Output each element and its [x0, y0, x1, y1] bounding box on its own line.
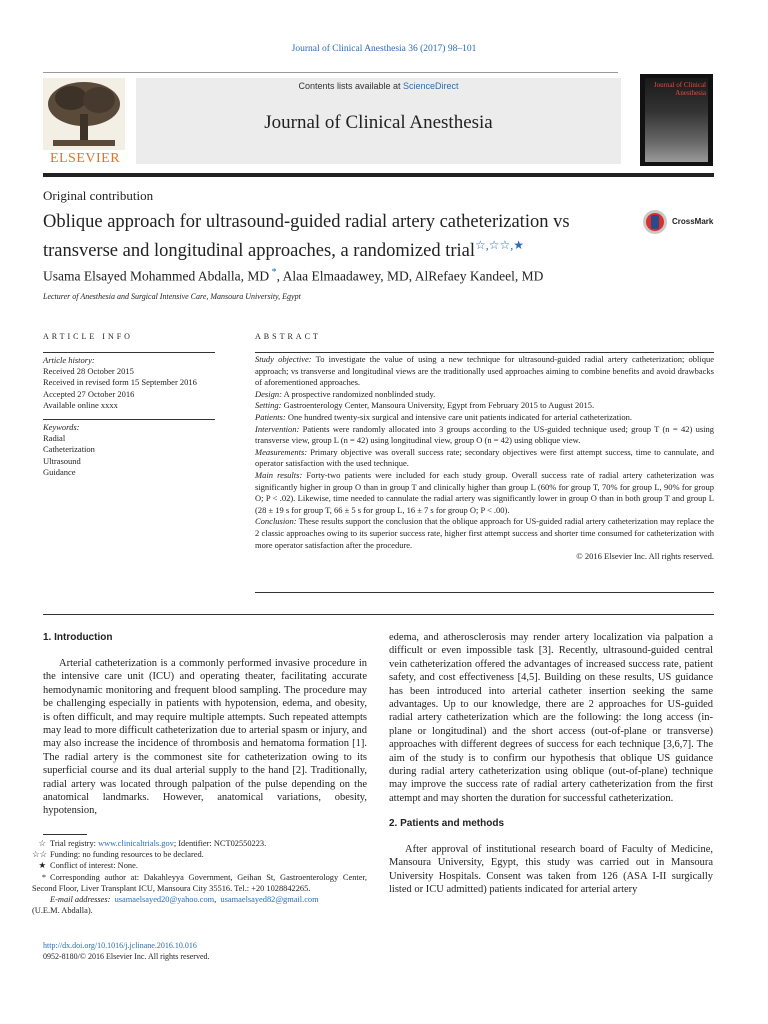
abstract-label: Patients:: [255, 411, 286, 422]
abstract-label: Measurements:: [255, 446, 308, 457]
footnote-funding: [32, 849, 367, 860]
abstract-text: Gastroenterology Center, Mansoura University, Egypt from February 2015 to August 2015.: [281, 400, 595, 411]
header-rule-thick: [43, 173, 714, 177]
body-paragraph: Arterial catheterization is a commonly performed invasive procedure in the intensive care unit (ICU) and operating theater, facilitating accurate hemodynamic monitoring and frequent blood sampling. The procedure may be challenging especially in patients with hypotension, edema, and obesity, is often difficult, and may require multiple attempts. Such repeated attempts may lead to more difficult catheterization due to arterial spasm or injury, and may also increase the incidence of thrombosis and hematoma formation [1]. The radial artery is the commonest site for catheterization owing to its superficial course and its dual arterial supply to the hand [2]. Traditionally, radial artery was located through palpation of the pulse depending on the anatomical landmarks. However, anatomical variations, obesity, hypotension,: [43, 658, 367, 817]
corresponding-author-symbol: *: [271, 267, 277, 278]
abstract-patients: [255, 412, 714, 424]
journal-reference[interactable]: Journal of Clinical Anesthesia 36 (2017) 98–101: [291, 44, 477, 54]
history-revised: Received in revised form 15 September 2016: [43, 377, 197, 388]
abstract-intervention: [255, 424, 714, 447]
footnote-mark: ☆☆: [32, 850, 48, 860]
article-title-text: Oblique approach for ultrasound-guided radial artery catheterization vs transverse and longitudinal approaches, a randomized trial: [43, 212, 570, 262]
email-link-2[interactable]: usamaelsayed82@gmail.com: [220, 895, 319, 905]
footnote-email-owner: (U.E.M. Abdalla).: [32, 906, 93, 916]
footnote-emails: E-mail addresses: usamaelsayed20@yahoo.com, usamaelsayed82@gmail.com: [50, 895, 319, 905]
contents-line: [136, 81, 621, 91]
footnote-rule: [43, 834, 87, 835]
author-list: [43, 267, 543, 285]
keyword-item: Catheterization: [43, 444, 95, 455]
crossmark-badge[interactable]: [642, 209, 717, 235]
cover-title: Journal of Clinical Anesthesia: [653, 81, 706, 97]
masthead: [43, 72, 714, 167]
article-type: Original contribution: [43, 188, 154, 203]
body-paragraph: After approval of institutional research board of Faculty of Medicine, Mansoura University, Egypt, this study was carried out in Mansoura University Hospitals. Consent was taken from 126 (ASA I-II surgically listed or ICU admitted) patients indicated for arterial artery: [389, 843, 713, 895]
journal-cover-image: [640, 74, 713, 166]
article-info-heading: ARTICLE INFO: [43, 332, 133, 341]
footnote-text: Trial registry:: [50, 839, 99, 848]
keywords-label: Keywords:: [43, 422, 80, 432]
footnote-conflict: [32, 860, 367, 871]
corresponding-author-mark[interactable]: [269, 267, 277, 278]
publisher-name: ELSEVIER: [49, 151, 121, 166]
history-online: Available online xxxx: [43, 399, 118, 410]
clinicaltrials-link[interactable]: www.clinicaltrials.gov: [98, 839, 174, 848]
keyword-item: Guidance: [43, 466, 76, 477]
footnote-text: Funding: no funding resources to be declared.: [50, 850, 204, 860]
body-right-column: [389, 631, 713, 896]
abstract-rule-top: [255, 352, 714, 353]
article-info-rule-mid: [43, 419, 215, 420]
abstract-label: Study objective:: [255, 354, 312, 364]
abstract-objective: [255, 354, 714, 389]
crossmark-label: CrossMark: [672, 217, 714, 226]
page-footer: [43, 940, 210, 962]
abstract-conclusion: [255, 516, 714, 551]
abstract-label: Setting:: [255, 400, 282, 411]
footnote-mark: ★: [38, 861, 46, 871]
footnote-mark: *: [41, 872, 46, 882]
doi-link[interactable]: http://dx.doi.org/10.1016/j.jclinane.2016.10.016: [43, 941, 197, 950]
contents-prefix: Contents lists available at: [298, 81, 404, 91]
article-info-rule-top: [43, 352, 215, 353]
abstract-setting: [255, 400, 714, 412]
abstract-design: [255, 389, 714, 401]
abstract-measurements: [255, 447, 714, 470]
section-heading-introduction: 1. Introduction: [43, 632, 113, 643]
footnote-text: Conflict of interest: None.: [50, 861, 138, 871]
issn-line: 0952-8180/© 2016 Elsevier Inc. All rights reserved.: [43, 952, 210, 961]
abstract-label: Intervention:: [255, 423, 300, 434]
affiliation: Lecturer of Anesthesia and Surgical Intensive Care, Mansoura University, Egypt: [43, 292, 301, 301]
section-heading-patients-methods: 2. Patients and methods: [389, 818, 505, 830]
crossmark-icon: [642, 209, 668, 235]
journal-title: Journal of Clinical Anesthesia: [264, 112, 493, 133]
abstract-copyright: © 2016 Elsevier Inc. All rights reserved.: [576, 551, 714, 562]
abstract-text: One hundred twenty-six surgical and intensive care unit patients indicated for arterial catheterization.: [285, 411, 633, 422]
keyword-item: Radial: [43, 433, 66, 444]
sciencedirect-link[interactable]: ScienceDirect: [403, 81, 459, 91]
abstract-results: [255, 470, 714, 516]
footnote-text: Corresponding author at: Dakahleyya Government, Geihan St, Gastroenterology Center, Second Floor, Liver Transplant ICU, Mansoura City 35516. Tel.: +20 1028842265.: [32, 872, 367, 893]
abstract-text: Forty-two patients were included for each study group. Overall success rate of radial artery catheterization was significantly higher in group O than in group T and clinically higher than group L (60% for group T, 70% for group L, 90% for group O; P < .02). Likewise, time needed to cannulate the radial artery was significantly lower in group O than in both group T and group L (28 ± 19 s for group T, 66 ± 5 s for group L, 16 ± 7 s for group O; P < .00).: [255, 469, 714, 515]
abstract-label: Conclusion:: [255, 516, 297, 527]
abstract-heading: ABSTRACT: [255, 332, 321, 341]
first-author: Usama Elsayed Mohammed Abdalla, MD: [43, 268, 270, 284]
article-history: [43, 355, 215, 411]
body-paragraph: edema, and atherosclerosis may render artery localization via palpation a difficult or even impossible task [3]. Recently, ultrasound-guided central vein catheterization offered the advantages of increased success rate, patient safety, and cost effectiveness [4,5]. Building on these results, US guidance has been introduced into arterial catheter insertion seeking the same advantages. Up to our knowledge, there are 2 approaches for US-guided radial artery catheterization which are the following: the long access (in-plane or longitudinal) and the short access (out-of-plane or transverse) approaches with different degrees of success for each technique [3,6,7]. The aim of the study is to confirm our hypothesis that oblique US guidance during radial artery catheterization using oblique (out-of-plane) technique may improve the success rate of radial artery catheterization from the first attempt and may shorten the duration for successful catheterization.: [389, 632, 713, 804]
abstract-text: Patients were randomly allocated into 3 groups according to the US-guided technique used; group T (n = 42) using transverse view, group L (n = 42) using longitudinal view, group O (n = 42) using oblique view.: [255, 423, 714, 446]
footnote-corresponding: [32, 872, 367, 894]
history-received: Received 28 October 2015: [43, 366, 134, 377]
abstract-text: To investigate the value of using a new technique for ultrasound-guided radial artery catheterization; oblique approach; vs transverse and longitudinal views are the traditionally used approaches aiming to combine benefits and avoid drawbacks of aforementioned approaches.: [255, 354, 715, 388]
article-history-label: Article history:: [43, 355, 95, 365]
email-link-1[interactable]: usamaelsayed20@yahoo.com: [114, 895, 215, 905]
abstract-text: Primary objective was overall success rate; secondary objectives were first attempt success, time to cannulate, and operator satisfaction with the used technique.: [255, 446, 714, 469]
footnote-trial-registry: [32, 838, 367, 849]
masthead-center: [136, 78, 621, 164]
footnote-text-after: ; Identifier: NCT02550223.: [173, 839, 267, 848]
title-footnote-marks[interactable]: ☆,☆☆,★: [475, 238, 525, 252]
footnote-mark: ☆: [38, 839, 46, 848]
body-left-column: [43, 657, 367, 818]
footnotes: [32, 838, 367, 916]
other-authors: , Alaa Elmaadawey, MD, AlRefaey Kandeel, MD: [276, 268, 544, 284]
abstract-text: These results support the conclusion that the oblique approach for US-guided radial artery catheterization may replace the 2 classic approaches owing to its superior success rate, higher first attempt success and shorter time consumed for catheterization with more operator satisfaction after the procedure.: [255, 516, 714, 550]
abstract-rule-bottom: [255, 592, 714, 593]
email-label: E-mail addresses:: [50, 895, 111, 905]
keyword-item: Ultrasound: [43, 455, 81, 466]
abstract-label: Design:: [255, 388, 282, 399]
section-divider: [43, 614, 714, 615]
abstract-label: Main results:: [255, 469, 303, 480]
article-title: [43, 211, 623, 263]
abstract-text: A prospective randomized nonblinded study.: [281, 388, 436, 399]
history-accepted: Accepted 27 October 2016: [43, 388, 135, 399]
keywords: [43, 422, 215, 478]
abstract-body: [255, 354, 714, 563]
